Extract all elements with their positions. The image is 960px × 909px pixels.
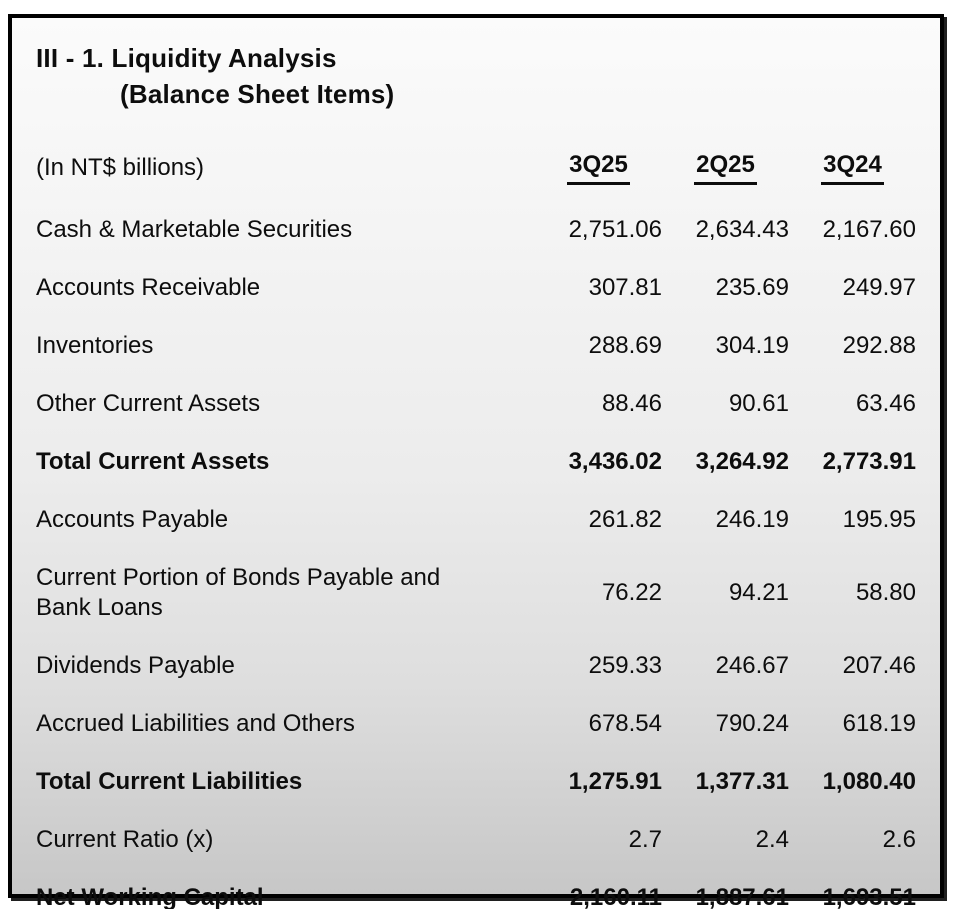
row-value: 3,436.02	[568, 448, 662, 475]
table-row	[36, 317, 916, 375]
row-value: 2.7	[628, 826, 662, 853]
row-label-text: Total Current Assets	[36, 448, 270, 475]
row-value: 1,887.61	[695, 884, 789, 909]
row-label	[36, 201, 535, 259]
table-body	[36, 201, 916, 909]
row-value: 2,167.60	[822, 216, 916, 243]
row-label-text: Inventories	[36, 332, 154, 359]
row-value: 249.97	[842, 274, 916, 301]
table-row	[36, 491, 916, 549]
column-header-2q25	[662, 134, 789, 201]
row-label	[36, 433, 535, 491]
row-label	[36, 317, 535, 375]
row-label-text: Total Current Liabilities	[36, 768, 303, 795]
row-value: 246.67	[715, 652, 789, 679]
row-value: 58.80	[855, 579, 916, 606]
table-row	[36, 201, 916, 259]
table-row	[36, 433, 916, 491]
row-label	[36, 375, 535, 433]
row-label	[36, 259, 535, 317]
row-value: 1,080.40	[822, 768, 916, 795]
table-row	[36, 695, 916, 753]
row-value: 195.95	[842, 506, 916, 533]
row-value: 1,693.51	[822, 884, 916, 909]
row-value: 288.69	[588, 332, 662, 359]
row-label-text: Dividends Payable	[36, 652, 235, 679]
row-value: 304.19	[715, 332, 789, 359]
row-value: 207.46	[842, 652, 916, 679]
row-value: 2,634.43	[695, 216, 789, 243]
row-label-text: Accrued Liabilities and Others	[36, 710, 355, 737]
row-value: 1,377.31	[695, 768, 789, 795]
table-row	[36, 375, 916, 433]
row-value: 2,773.91	[822, 448, 916, 475]
column-header-3q24	[789, 134, 916, 201]
column-header-3q25	[535, 134, 662, 201]
row-label	[36, 549, 535, 637]
row-label-text: Accounts Receivable	[36, 274, 261, 301]
column-header-label: 2Q25	[694, 150, 757, 185]
row-value: 235.69	[715, 274, 789, 301]
row-label	[36, 811, 535, 869]
row-value: 790.24	[715, 710, 789, 737]
row-value: 292.88	[842, 332, 916, 359]
table-row	[36, 811, 916, 869]
row-value: 2,751.06	[568, 216, 662, 243]
table-row	[36, 637, 916, 695]
liquidity-analysis-panel	[8, 14, 944, 909]
row-label-text: Current Portion of Bonds Payable and Bank Loans	[36, 564, 441, 621]
row-label-text: Current Ratio (x)	[36, 826, 214, 853]
row-label-text: Accounts Payable	[36, 506, 229, 533]
table-row	[36, 259, 916, 317]
unit-label: (In NT$ billions)	[36, 153, 205, 181]
row-label	[36, 637, 535, 695]
section-title-line1: III - 1. Liquidity Analysis	[36, 43, 337, 73]
row-label	[36, 491, 535, 549]
row-label-text: Other Current Assets	[36, 390, 261, 417]
table-row	[36, 869, 916, 909]
column-header-label: 3Q24	[821, 150, 884, 185]
row-value: 94.21	[728, 579, 789, 606]
row-label-text: Net Working Capital	[36, 884, 264, 909]
row-value: 259.33	[588, 652, 662, 679]
row-value: 2,160.11	[569, 884, 662, 909]
row-value: 90.61	[728, 390, 789, 417]
row-value: 618.19	[842, 710, 916, 737]
row-value: 3,264.92	[695, 448, 789, 475]
row-value: 261.82	[588, 506, 662, 533]
row-value: 76.22	[601, 579, 662, 606]
column-header-label: 3Q25	[567, 150, 630, 185]
row-value: 2.4	[755, 826, 789, 853]
section-title-line2: (Balance Sheet Items)	[120, 79, 395, 109]
liquidity-table	[36, 134, 916, 909]
table-row	[36, 753, 916, 811]
row-value: 63.46	[855, 390, 916, 417]
row-label-text: Cash & Marketable Securities	[36, 216, 353, 243]
row-label	[36, 753, 535, 811]
row-value: 2.6	[882, 826, 916, 853]
row-value: 246.19	[715, 506, 789, 533]
row-label	[36, 695, 535, 753]
row-value: 1,275.91	[568, 768, 662, 795]
row-value: 88.46	[601, 390, 662, 417]
row-value: 307.81	[588, 274, 662, 301]
row-value: 678.54	[588, 710, 662, 737]
row-label	[36, 869, 535, 909]
section-title	[36, 40, 916, 112]
table-row	[36, 549, 916, 637]
table-header-row	[36, 134, 916, 201]
